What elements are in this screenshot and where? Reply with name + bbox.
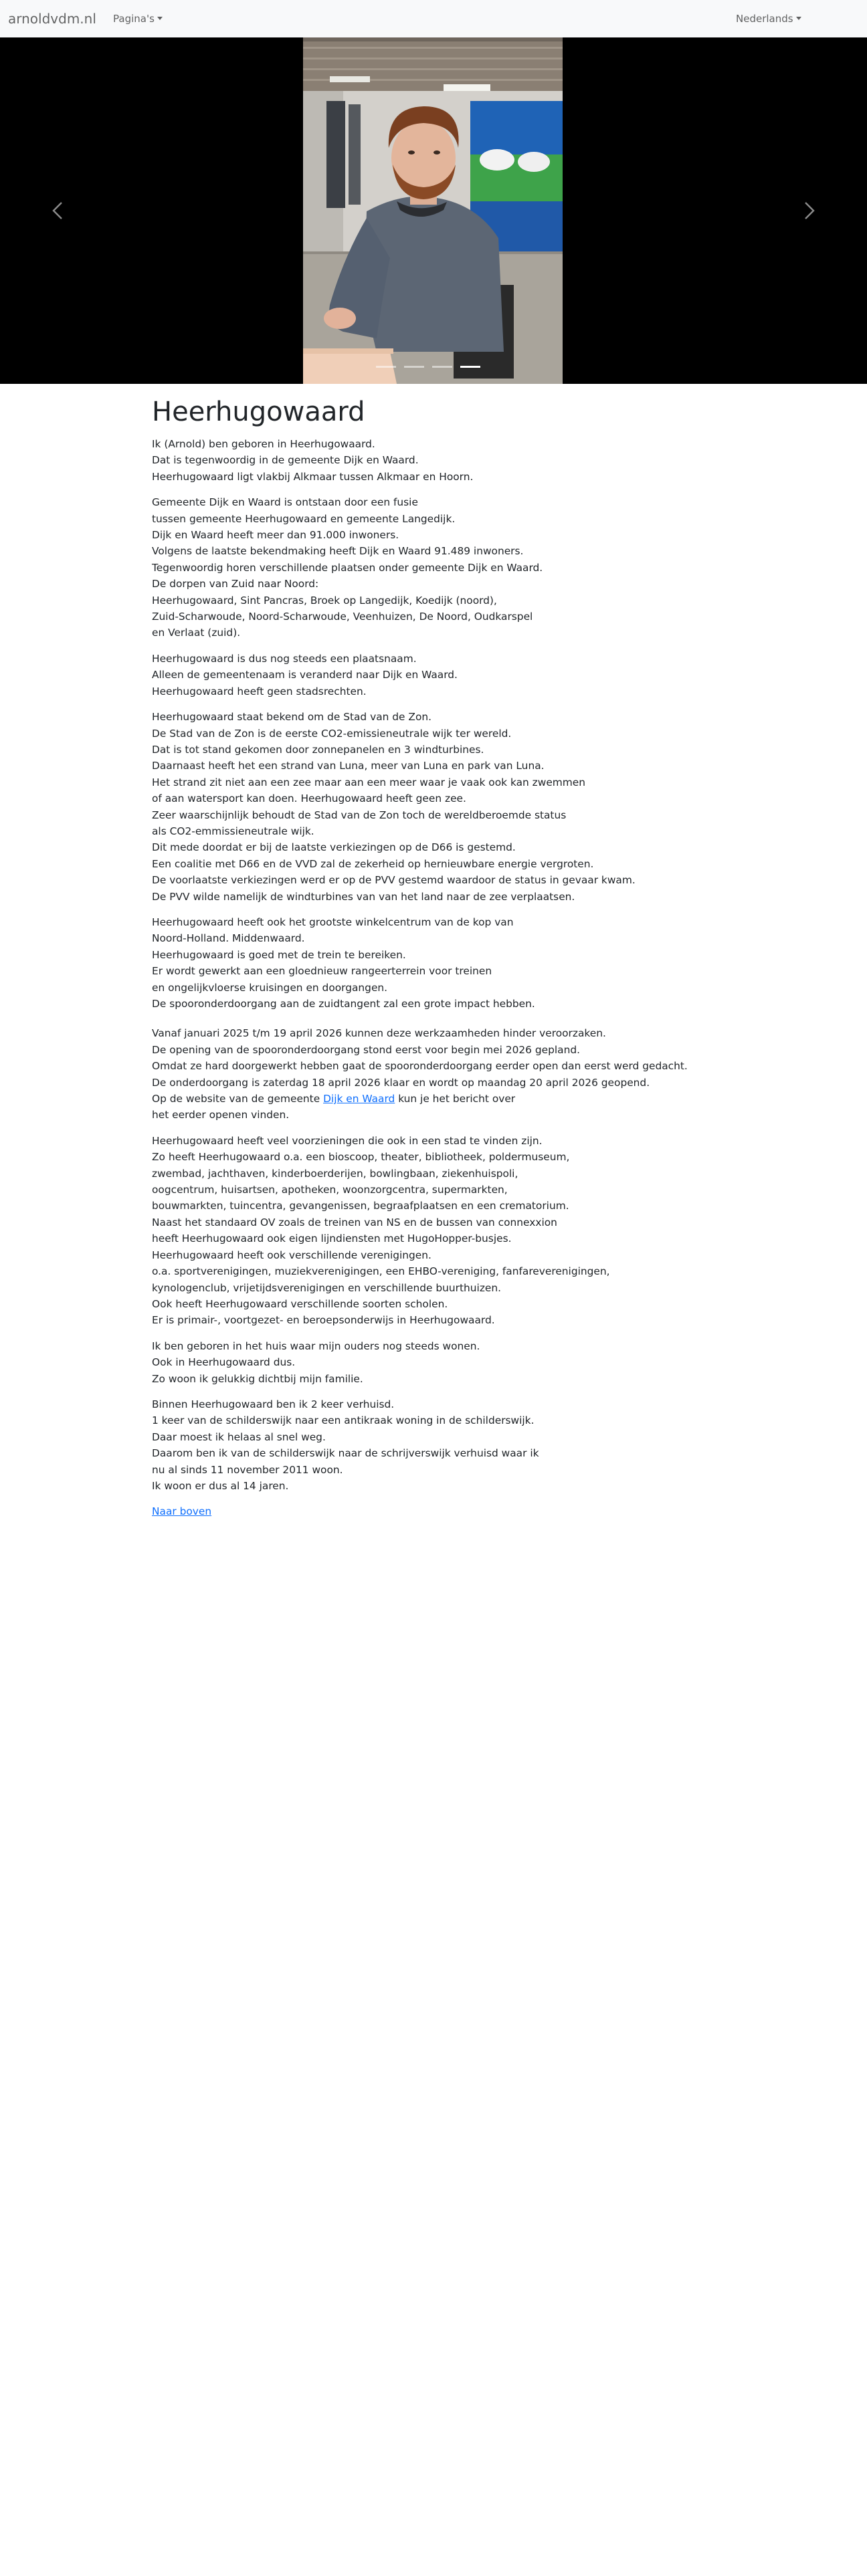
pages-dropdown[interactable] — [113, 11, 163, 27]
carousel-indicator-2[interactable] — [404, 366, 424, 368]
paragraph-placename — [152, 651, 727, 700]
text-line: heeft Heerhugowaard ook eigen lijndiensten met HugoHopper-busjes. — [152, 1232, 512, 1245]
text-line-with-link — [152, 1091, 727, 1107]
carousel-indicators — [371, 363, 498, 371]
back-to-top-wrapper — [152, 1503, 727, 1519]
text-line: Ik ben geboren in het huis waar mijn ouders nog steeds wonen. — [152, 1339, 480, 1352]
language-dropdown[interactable] — [736, 11, 801, 27]
text-line: Alleen de gemeentenaam is veranderd naar Dijk en Waard. — [152, 669, 458, 681]
photo-carousel — [0, 37, 867, 384]
chevron-right-icon — [801, 201, 817, 220]
caret-down-icon — [157, 17, 163, 20]
text-line: De PVV wilde namelijk de windturbines van van het land naar de zee verplaatsen. — [152, 890, 575, 903]
text-line: De Stad van de Zon is de eerste CO2-emissieneutrale wijk ter wereld. — [152, 727, 512, 740]
text-line: nu al sinds 11 november 2011 woon. — [152, 1463, 343, 1476]
carousel-indicator-3[interactable] — [432, 366, 452, 368]
paragraph-shopping-train — [152, 914, 727, 1012]
text-line: 1 keer van de schilderswijk naar een antikraak woning in de schilderswijk. — [152, 1414, 535, 1427]
main-content — [152, 395, 727, 1529]
language-dropdown-label: Nederlands — [736, 13, 793, 25]
text-line: en Verlaat (zuid). — [152, 627, 241, 639]
dijk-en-waard-link[interactable]: Dijk en Waard — [323, 1093, 395, 1105]
text-line: Zo heeft Heerhugowaard o.a. een bioscoop, theater, bibliotheek, poldermuseum, — [152, 1151, 570, 1164]
text-line: Er wordt gewerkt aan een gloednieuw rangeerterrein voor treinen — [152, 965, 492, 978]
text-line: tussen gemeente Heerhugowaard en gemeente Langedijk. — [152, 512, 456, 525]
back-to-top-line — [152, 1503, 727, 1519]
text-line: Zuid-Scharwoude, Noord-Scharwoude, Veenhuizen, De Noord, Oudkarspel — [152, 611, 533, 623]
carousel-indicator-4[interactable] — [460, 366, 480, 368]
text-line: Heerhugowaard staat bekend om de Stad van de Zon. — [152, 711, 432, 724]
carousel-indicator-1[interactable] — [376, 366, 396, 368]
text-line: Ik woon er dus al 14 jaren. — [152, 1479, 289, 1492]
text-line: De dorpen van Zuid naar Noord: — [152, 578, 319, 591]
text-line: Binnen Heerhugowaard ben ik 2 keer verhuisd. — [152, 1398, 395, 1410]
paragraph-underpass — [152, 1025, 727, 1123]
text-line: De onderdoorgang is zaterdag 18 april 2026 klaar en wordt op maandag 20 april 2026 geopend. — [152, 1076, 650, 1089]
text-line: De spooronderdoorgang aan de zuidtangent zal een grote impact hebben. — [152, 998, 535, 1010]
text-line: Heerhugowaard is dus nog steeds een plaatsnaam. — [152, 652, 417, 665]
text-line: Zeer waarschijnlijk behoudt de Stad van de Zon toch de wereldberoemde status — [152, 809, 567, 821]
text-line: Dit mede doordat er bij de laatste verkiezingen op de D66 is gestemd. — [152, 841, 516, 854]
text-line: Omdat ze hard doorgewerkt hebben gaat de spooronderdoorgang eerder open dan eerst werd gedacht. — [152, 1060, 688, 1073]
text-line: Heerhugowaard is goed met de trein te bereiken. — [152, 948, 406, 961]
back-to-top-link[interactable]: Naar boven — [152, 1505, 212, 1518]
text-line: Zo woon ik gelukkig dichtbij mijn familie. — [152, 1372, 363, 1385]
text-line: Dat is tegenwoordig in de gemeente Dijk en Waard. — [152, 454, 419, 467]
portrait-photo — [303, 37, 563, 384]
link-prefix-text: Op de website van de gemeente — [152, 1093, 324, 1105]
text-line: Ik (Arnold) ben geboren in Heerhugowaard. — [152, 438, 375, 450]
paragraph-municipality — [152, 494, 727, 641]
paragraph-moving — [152, 1396, 727, 1494]
paragraph-birthplace — [152, 1338, 727, 1387]
text-line: o.a. sportverenigingen, muziekverenigingen, een EHBO-vereniging, fanfareverenigingen, — [152, 1265, 610, 1278]
text-line: Gemeente Dijk en Waard is ontstaan door een fusie — [152, 496, 418, 509]
text-line: Heerhugowaard heeft veel voorzieningen die ook in een stad te vinden zijn. — [152, 1134, 543, 1147]
text-line: Dijk en Waard heeft meer dan 91.000 inwoners. — [152, 529, 399, 542]
text-line: Heerhugowaard heeft ook het grootste winkelcentrum van de kop van — [152, 916, 514, 928]
chevron-left-icon — [50, 201, 66, 220]
text-line: Dat is tot stand gekomen door zonnepanelen en 3 windturbines. — [152, 743, 484, 756]
text-line: Het strand zit niet aan een zee maar aan een meer waar je vaak ook kan zwemmen — [152, 776, 586, 788]
text-line: Vanaf januari 2025 t/m 19 april 2026 kunnen deze werkzaamheden hinder veroorzaken. — [152, 1027, 606, 1040]
text-line: Tegenwoordig horen verschillende plaatsen onder gemeente Dijk en Waard. — [152, 561, 543, 574]
text-line: Er is primair-, voortgezet- en beroepsonderwijs in Heerhugowaard. — [152, 1314, 495, 1327]
top-navbar — [0, 0, 867, 37]
text-line: Volgens de laatste bekendmaking heeft Dijk en Waard 91.489 inwoners. — [152, 545, 524, 558]
carousel-next-button[interactable] — [752, 37, 867, 384]
text-line: De voorlaatste verkiezingen werd er op de PVV gestemd waardoor de status in gevaar kwam. — [152, 874, 636, 887]
carousel-prev-button[interactable] — [0, 37, 115, 384]
text-line: als CO2-emmissieneutrale wijk. — [152, 825, 314, 837]
text-line: Heerhugowaard heeft ook verschillende verenigingen. — [152, 1249, 431, 1261]
text-line: De opening van de spooronderdoorgang stond eerst voor begin mei 2026 gepland. — [152, 1043, 580, 1056]
paragraph-intro — [152, 436, 727, 485]
text-line: en ongelijkvloerse kruisingen en doorgangen. — [152, 981, 388, 994]
text-line: Een coalitie met D66 en de VVD zal de zekerheid op hernieuwbare energie vergroten. — [152, 857, 594, 870]
text-line: het eerder openen vinden. — [152, 1109, 290, 1121]
text-line: Naast het standaard OV zoals de treinen van NS en de bussen van connexxion — [152, 1216, 557, 1228]
pages-dropdown-label: Pagina's — [113, 13, 155, 25]
caret-down-icon — [796, 17, 801, 20]
text-line: Daar moest ik helaas al snel weg. — [152, 1430, 326, 1443]
site-brand-link[interactable]: arnoldvdm.nl — [8, 11, 96, 27]
text-line: kynologenclub, vrijetijdsverenigingen en verschillende buurthuizen. — [152, 1281, 502, 1294]
text-line: Heerhugowaard ligt vlakbij Alkmaar tussen Alkmaar en Hoorn. — [152, 470, 474, 483]
text-line: Daarnaast heeft het een strand van Luna, meer van Luna en park van Luna. — [152, 760, 545, 772]
paragraph-facilities — [152, 1133, 727, 1329]
text-line: Ook heeft Heerhugowaard verschillende soorten scholen. — [152, 1297, 448, 1310]
text-line: zwembad, jachthaven, kinderboerderijen, bowlingbaan, ziekenhuispoli, — [152, 1167, 518, 1180]
carousel-slide-photo — [303, 37, 563, 384]
text-line: Heerhugowaard heeft geen stadsrechten. — [152, 685, 367, 697]
text-line: Heerhugowaard, Sint Pancras, Broek op Langedijk, Koedijk (noord), — [152, 594, 497, 607]
text-line: Noord-Holland. Middenwaard. — [152, 932, 305, 945]
text-line: of aan watersport kan doen. Heerhugowaard heeft geen zee. — [152, 792, 466, 805]
text-line: Ook in Heerhugowaard dus. — [152, 1356, 296, 1369]
paragraph-city-of-sun — [152, 709, 727, 905]
text-line: Daarom ben ik van de schilderswijk naar de schrijverswijk verhuisd waar ik — [152, 1447, 539, 1460]
page-title: Heerhugowaard — [152, 397, 365, 427]
text-line: oogcentrum, huisartsen, apotheken, woonzorgcentra, supermarkten, — [152, 1184, 508, 1196]
link-suffix-text: kun je het bericht over — [395, 1093, 516, 1105]
text-line: bouwmarkten, tuincentra, gevangenissen, begraafplaatsen en een crematorium. — [152, 1200, 569, 1212]
